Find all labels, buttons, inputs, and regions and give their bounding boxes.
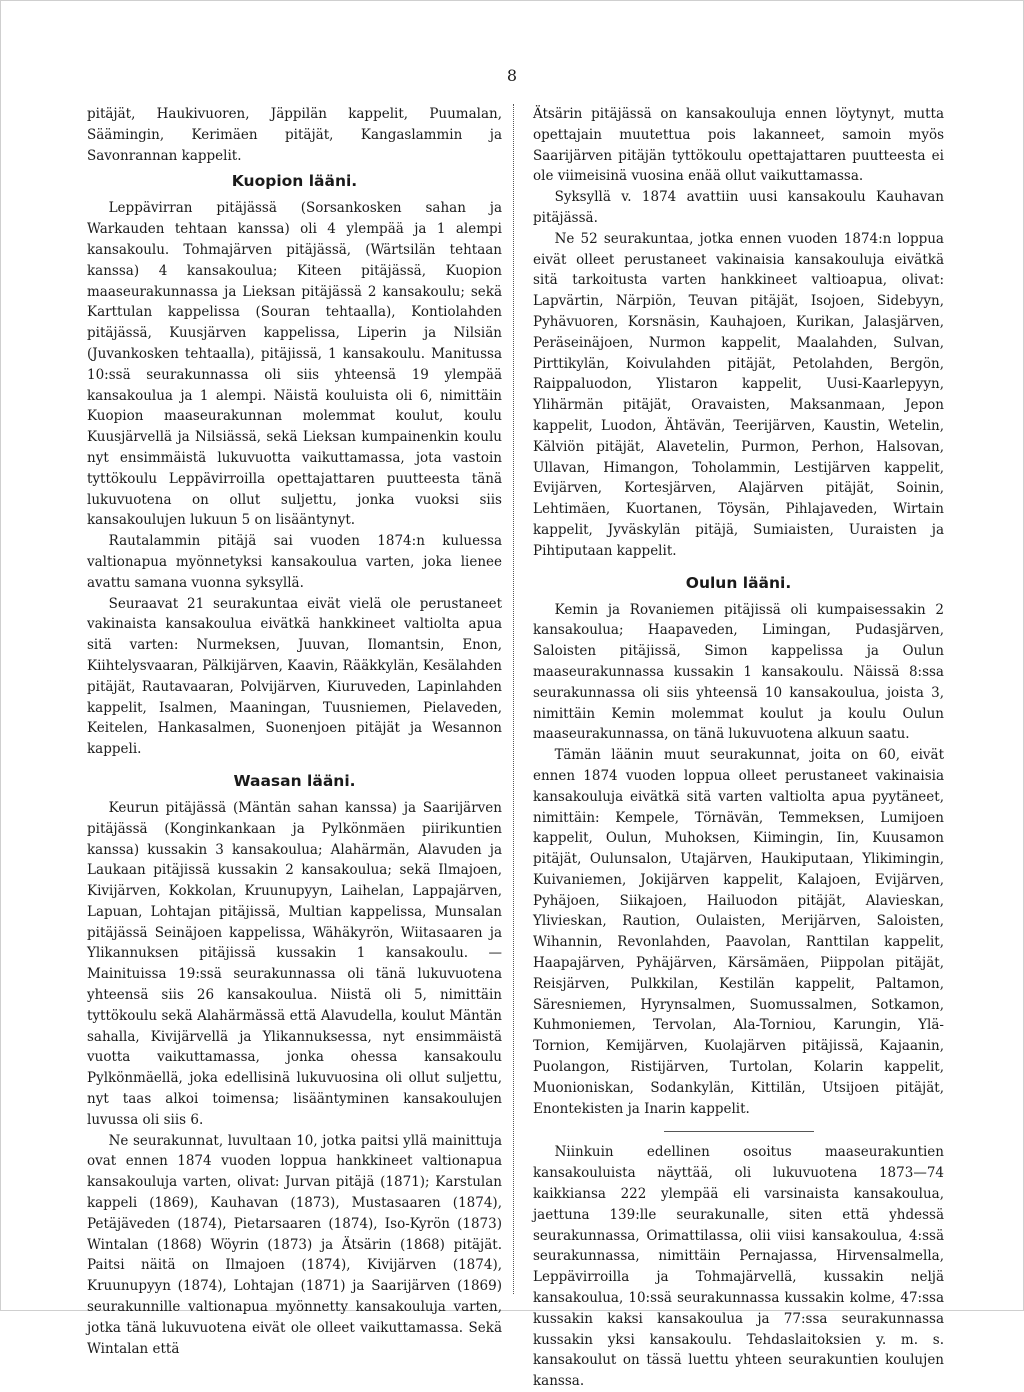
paragraph-atsari-continuation: Ätsärin pitäjässä on kansakouluja ennen löytynyt, mutta opettajain muutettua pois lakanneet, samoin myös Saarijärven pitäjän tyttökoulu opettajattaren puutteesta ei ole viimeisinä vuosina enää ollut vaikuttamassa.: [533, 106, 944, 185]
paragraph-waasa-schools: Keurun pitäjässä (Mäntän sahan kanssa) ja Saarijärven pitäjässä (Konginkankaan ja Pylkönmäen piirikuntien kanssa) kussakin 3 kansakoulua; Alahärmän, Alavuden ja Laukaan pitäjissä kussakin 2 kansakoulua; sekä Ilmajoen, Kivijärven, Kokkolan, Kruunupyyn, Laihelan, Lappajärven, Lapuan, Lohtajan pitäjissä, Multian kappelissa, Munsalan pitäjässä Seinäjoen kappelissa, Wähäkyrön, Wiitasaaren ja Ylikannuksen pitäjissä kussakin 1 kansakoulu. — Mainituissa 19:ssä seurakunnassa oli tänä lukuvuotena yhteensä siis 26 kansakoulua. Niistä oli 5, nimittäin tyttökoulu sekä Alahärmässä että Alavudella, koulut Mäntän sahalla, Kivijärvellä ja Ylikannuksessa, nyt ensimmäistä vuotta vaikuttamassa, jonka ohessa kansakoulu Pylkönmäellä, joka edellisinä lukuvuosina oli ollut suljettu, nyt taas alkoi toimensa; lisääntyminen kansakoulujen luvussa oli siis 6.: [87, 799, 502, 1128]
paragraph-waasa-state-aid: Ne seurakunnat, luvultaan 10, jotka paitsi yllä mainittuja ovat ennen 1874 vuoden loppua hankkineet valtionapua kansakouluja varten, olivat: Jurvan pitäjä (1871); Karstulan kappeli (1869), Kauhavan (1873), Mustasaaren (1874), Petäjäveden (1874), Pietarsaaren (1874), Iso-Kyrön (1873) Wintalan (1868) Wöyrin (1873) ja Ätsärin (1868) pitäjät. Paitsi näitä on Ilmajoen (1874), Kivijärven (1874), Kruunupyyn (1874), Lohtajan (1871) ja Saarijärven (1869) seurakunnille valtionapua myönnetty kansakouluja varten, jotka tänä lukuvuotena eivät ole olleet vaikuttamassa. Sekä Wintalan että: [87, 1132, 502, 1357]
paragraph-kuopio-without-schools: Seuraavat 21 seurakuntaa eivät vielä ole perustaneet vakinaista kansakoulua eivätkä hankkineet valtiolta apua sitä varten: Nurmeksen, Juuvan, Ilomantsin, Enon, Kiihtelysvaaran, Pälkijärven, Kaavin, Rääkkylän, Kesälahden pitäjät, Rautavaaran, Polvijärven, Kiuruveden, Lapinlahden kappelit, Isalmen, Maaningan, Tuusniemen, Pielaveden, Keitelen, Hankasalmen, Suonenjoen pitäjät ja Wesannon kappeli.: [87, 595, 502, 758]
right-column: [533, 104, 944, 1392]
paragraph-oulu-without-schools: Tämän läänin muut seurakunnat, joita on 60, eivät ennen 1874 vuoden loppua olleet perustaneet vakinaisia kansakouluja eivätkä sitä varten valtiolta apua pyytäneet, nimittäin: Kempele, Törnävän, Temmeksen, Lumijoen kappelit, Oulun, Muhoksen, Kiimingin, Iin, Kuusamon pitäjät, Oulunsalon, Utajärven, Haukiputaan, Ylikimingin, Kuivaniemen, Jokijärven kappelit, Kalajoen, Evijärven, Pyhäjoen, Siikajoen, Hailuodon pitäjät, Alavieskan, Ylivieskan, Raution, Oulaisten, Merijärven, Saloisten, Wihannin, Revonlahden, Paavolan, Ranttilan kappelit, Haapajärven, Pyhäjärven, Kärsämäen, Piippolan pitäjät, Reisjärven, Pulkkilan, Kestilän kappelit, Paltamon, Säresniemen, Hyrynsalmen, Suomussalmen, Sotkamon, Kuhmoniemen, Tervolan, Ala-Torniou, Karungin, Ylä-Tornion, Kemijärven, Kuolajärven pitäjissä, Kajaanin, Puolangon, Ristijärven, Turtolan, Kolarin kappelit, Muonioniskan, Sodankylän, Kittilän, Utsijoen pitäjät, Enontekisten ja Inarin kappelit.: [533, 747, 944, 1117]
paragraph-kuopio-schools: Leppävirran pitäjässä (Sorsankosken sahan ja Warkauden tehtaan kanssa) oli 4 ylempää ja 1 alempi kansakoulu. Tohmajärven pitäjässä, (Wärtsilän tehtaan kanssa) 4 kansakoulua; Kiteen pitäjässä, Kuopion maaseurakunnassa ja Lieksan pitäjässä 2 kansakoulu; sekä Karttulan kappelissa (Souran tehtaalla), Kontiolahden pitäjässä, Kuusjärven kappelissa, Liperin ja Nilsiän (Juvankosken tehtaalla), pitäjissä, 1 kansakoulu. Manitussa 10:ssä seurakunnassa oli siis yhteensä 19 ylempää kansakoulua ja 1 alempi. Näistä kouluista oli 6, nimittäin Kuopion maaseurakunnan molemmat koulut, koulu Kuusjärvellä ja Nilsiässä, sekä Lieksan kumpainenkin koulu nyt ensimmäistä lukuvuotta vaikuttamassa, jota vastoin tyttökoulu Leppävirroilla opettajattaren puutteesta tänä lukuvuotena on ollut suljettu, jonka vuoksi siis kansakoulujen lukuun 5 on lisääntynyt.: [87, 200, 502, 529]
paragraph-oulu-schools: Kemin ja Rovaniemen pitäjissä oli kumpaisessakin 2 kansakoulua; Haapaveden, Limingan, Pudasjärven, Saloisten pitäjissä, Simon kappelissa ja Oulun maaseurakunnassa kussakin 1 kansakoulu. Näissä 8:ssa seurakunnassa oli siis yhteensä 10 kansakoulua, joista 3, nimittäin Kemin molemmat koulut ja koulu Oulun maaseurakunnassa, on tänä lukuvuotena alkuun saatu.: [533, 601, 944, 743]
heading-oulu: Oulun lääni.: [685, 573, 792, 592]
paragraph-rautalampi: Rautalammin pitäjä sai vuoden 1874:n kuluessa valtionapua myönnetyksi kansakoulua varten, joka lienee avattu samana vuonna syksyllä.: [87, 533, 502, 591]
page-number: 8: [506, 66, 518, 85]
column-divider: [513, 104, 520, 1294]
paragraph-summary: Niinkuin edellinen osoitus maaseurakuntien kansakouluista näyttää, oli lukuvuotena 1873—74 kaikkiansa 222 ylempää eli varsinaista kansakoulua, jaettuna 139:lle seurakunalle, siten että yhdessä seurakunnassa, Orimattilassa, olii viisi kansakoulua, 4:ssä seurakunnassa, nimittäin Pernajassa, Hirvensalmella, Leppävirroilla ja Tohmajärvellä, kussakin neljä kansakoulua, 10:ssä seurakunnassa kussakin kolme, 47:ssa kussakin kaksi kansakoulua ja 77:ssa seurakunnassa kussakin yksi kansakoulu. Tehdaslaitoksien y. m. s. kansakoulut on tässä luettu yhteen seurakuntien koulujen kanssa.: [533, 1144, 944, 1390]
section-rule: [664, 1131, 814, 1132]
heading-waasa: Waasan lääni.: [233, 771, 356, 790]
heading-kuopio: Kuopion lääni.: [231, 172, 358, 191]
paragraph-waasa-without-schools: Ne 52 seurakuntaa, jotka ennen vuoden 1874:n loppua eivät olleet perustaneet vakinaisia kansakouluja eivätkä sitä tarkoitusta varten hankkineet valtioapua, olivat: Lapvärtin, Närpiön, Teuvan pitäjät, Isojoen, Sidebyyn, Pyhävuoren, Korsnäsin, Kauhajoen, Kurikan, Jalasjärven, Peräseinäjoen, Nurmon kappelit, Maalahden, Sulvan, Pirttikylän, Koivulahden pitäjät, Petolahden, Bergön, Raippaluodon, Ylistaron kappelit, Uusi-Kaarlepyyn, Ylihärmän pitäjät, Oravaisten, Maksanmaan, Jepon kappelit, Luodon, Ähtävän, Teerijärven, Kaustin, Wetelin, Kälviön pitäjät, Alavetelin, Purmon, Perhon, Halsovan, Ullavan, Himangon, Toholammin, Lestijärven kappelit, Evijärven, Kortesjärven, Alajärven pitäjät, Soinin, Lehtimäen, Kuortanen, Töysän, Pihlajaveden, Wirtain kappelit, Jyväskylän pitäjä, Sumiaisten, Uuraisten ja Pihtiputaan kappelit.: [533, 230, 944, 559]
left-column: [87, 104, 502, 1359]
paragraph-kauhava: Syksyllä v. 1874 avattiin uusi kansakoulu Kauhavan pitäjässä.: [533, 189, 944, 226]
paragraph-intro: pitäjät, Haukivuoren, Jäppilän kappelit, Puumalan, Säämingin, Kerimäen pitäjät, Kangaslammin ja Savonrannan kappelit.: [87, 106, 502, 164]
